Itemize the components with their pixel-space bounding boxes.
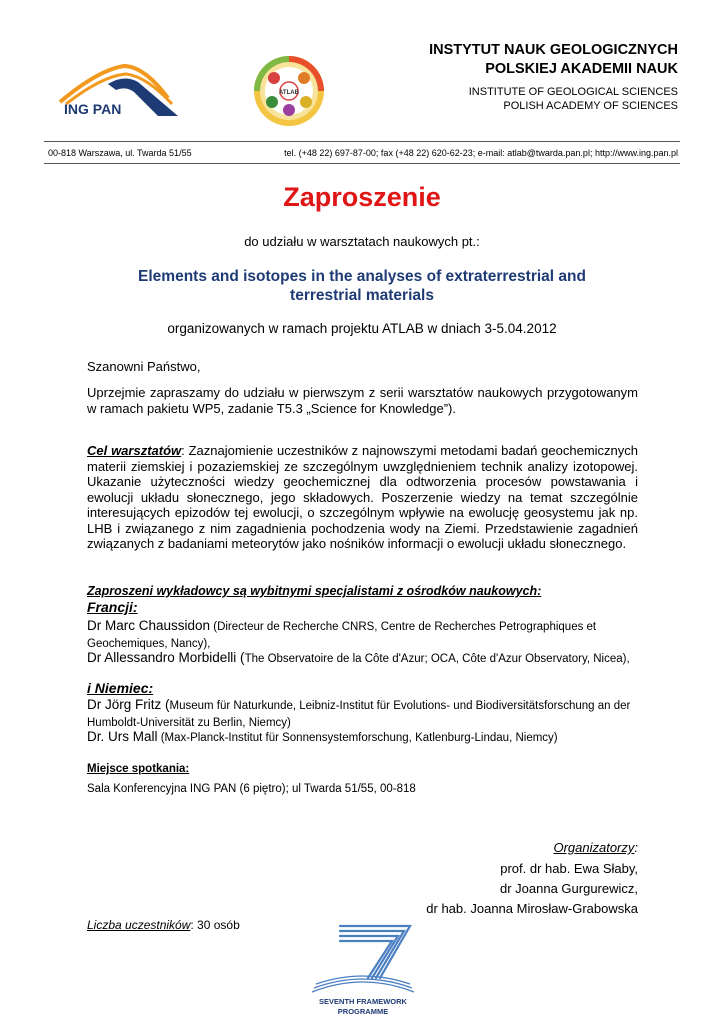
fp7-logo (310, 914, 416, 1018)
lecturer-item (87, 650, 638, 667)
lecturer-name: Dr Marc Chaussidon (87, 618, 211, 633)
lecturer-name: Dr. Urs Mall (87, 729, 158, 744)
lecturer-item (87, 729, 638, 746)
salutation: Szanowni Państwo, (87, 359, 201, 374)
ing-pan-logo (58, 62, 180, 124)
contact-info: tel. (+48 22) 697-87-00; fax (+48 22) 620-62-23; e-mail: atlab@twarda.pan.pl; http://www.ing.pan.pl (284, 148, 678, 158)
lecturer-item (87, 697, 638, 731)
organizers-label (553, 840, 638, 855)
country-germany: i Niemiec: (87, 680, 154, 696)
invitation-paragraph: Uprzejmie zapraszamy do udziału w pierwszym z serii warsztatów naukowych przygotowanym w ramach pakietu WP5, zadanie T5.3 „Science for Knowledge”). (87, 385, 638, 416)
organizer-name: prof. dr hab. Ewa Słaby, (500, 861, 638, 876)
country-france: Francji: (87, 599, 138, 615)
organizers-label-suffix: : (634, 840, 638, 855)
goal-paragraph (87, 443, 638, 552)
lecturer-name: Dr Allessandro Morbidelli ( (87, 650, 245, 665)
lecturer-affiliation: Museum für Naturkunde, Leibniz-Institut für Evolutions- und Biodiversitätsforschung an der Humboldt-Universität zu Berlin, Niemcy) (87, 700, 631, 729)
lecturer-item (87, 618, 638, 652)
institute-name-en-line2: POLISH ACADEMY OF SCIENCES (503, 100, 678, 112)
goal-text: : Zaznajomienie uczestników z najnowszymi metodami badań geochemicznych materii ziemskiej i pozaziemskiej ze szczególnym uwzględnieniem technik analizy izotopowej. Ukazanie użyteczności wiedzy geochemicznej dla odtworzenia procesów powstawania i ewolucji układu słonecznego, jego składowych. Poszerzenie wiedzy na temat szczególnie interesujących epizodów tej ewolucji, o szczególnym wpływie na ewolucję geosystemu jak np. LHB i związanego z nim zagadnienia pochodzenia wody na Ziemi. Przedstawienie zagadnień związanych z badaniami meteorytów jako nośników informacji o ewolucji układu słonecznego. (87, 443, 638, 551)
lecturer-affiliation: The Observatoire de la Côte d'Azur; OCA, Côte d'Azur Observatory, Nicea), (244, 653, 630, 665)
workshop-title-line2: terrestrial materials (290, 287, 434, 304)
lecturer-name: Dr Jörg Fritz ( (87, 697, 170, 712)
participants-value: : 30 osób (190, 918, 240, 932)
page-title: Zaproszenie (283, 182, 441, 212)
header-divider-top (44, 141, 680, 142)
svg-text:PROGRAMME: PROGRAMME (337, 1007, 389, 1016)
organizers-label-text: Organizatorzy (553, 840, 635, 855)
lecturer-affiliation: (Directeur de Recherche CNRS, Centre de Recherches Petrographiques et Geochemiques, Nancy), (87, 621, 597, 650)
header-divider-bottom (44, 163, 680, 164)
venue-text: Sala Konferencyjna ING PAN (6 piętro); ul Twarda 51/55, 00-818 (87, 783, 416, 795)
institute-name-pl-line2: POLSKIEJ AKADEMII NAUK (485, 61, 678, 77)
svg-text:SEVENTH FRAMEWORK: SEVENTH FRAMEWORK (319, 997, 407, 1006)
institute-name-en-line1: INSTITUTE OF GEOLOGICAL SCIENCES (468, 86, 678, 98)
organized-line: organizowanych w ramach projektu ATLAB w dniach 3-5.04.2012 (167, 321, 557, 336)
workshop-title-line1: Elements and isotopes in the analyses of extraterrestrial and (138, 268, 586, 285)
svg-text:ING PAN: ING PAN (64, 101, 122, 117)
svg-text:ATLAB: ATLAB (279, 90, 299, 96)
lecturers-intro: Zaproszeni wykładowcy są wybitnymi specjalistami z ośrodków naukowych: (87, 584, 542, 598)
organizer-name: dr Joanna Gurgurewicz, (499, 881, 638, 896)
address: 00-818 Warszawa, ul. Twarda 51/55 (48, 148, 192, 158)
participants-count (87, 918, 240, 932)
organizer-name: dr hab. Joanna Mirosław-Grabowska (426, 901, 638, 916)
participants-label: Liczba uczestników (87, 918, 191, 932)
goal-label: Cel warsztatów (87, 443, 182, 458)
atlab-logo (252, 54, 326, 128)
subtitle: do udziału w warsztatach naukowych pt.: (244, 234, 480, 249)
venue-label: Miejsce spotkania: (87, 763, 190, 775)
institute-name-pl-line1: INSTYTUT NAUK GEOLOGICZNYCH (429, 42, 678, 58)
lecturer-affiliation: (Max-Planck-Institut für Sonnensystemforschung, Katlenburg-Lindau, Niemcy) (157, 732, 558, 744)
